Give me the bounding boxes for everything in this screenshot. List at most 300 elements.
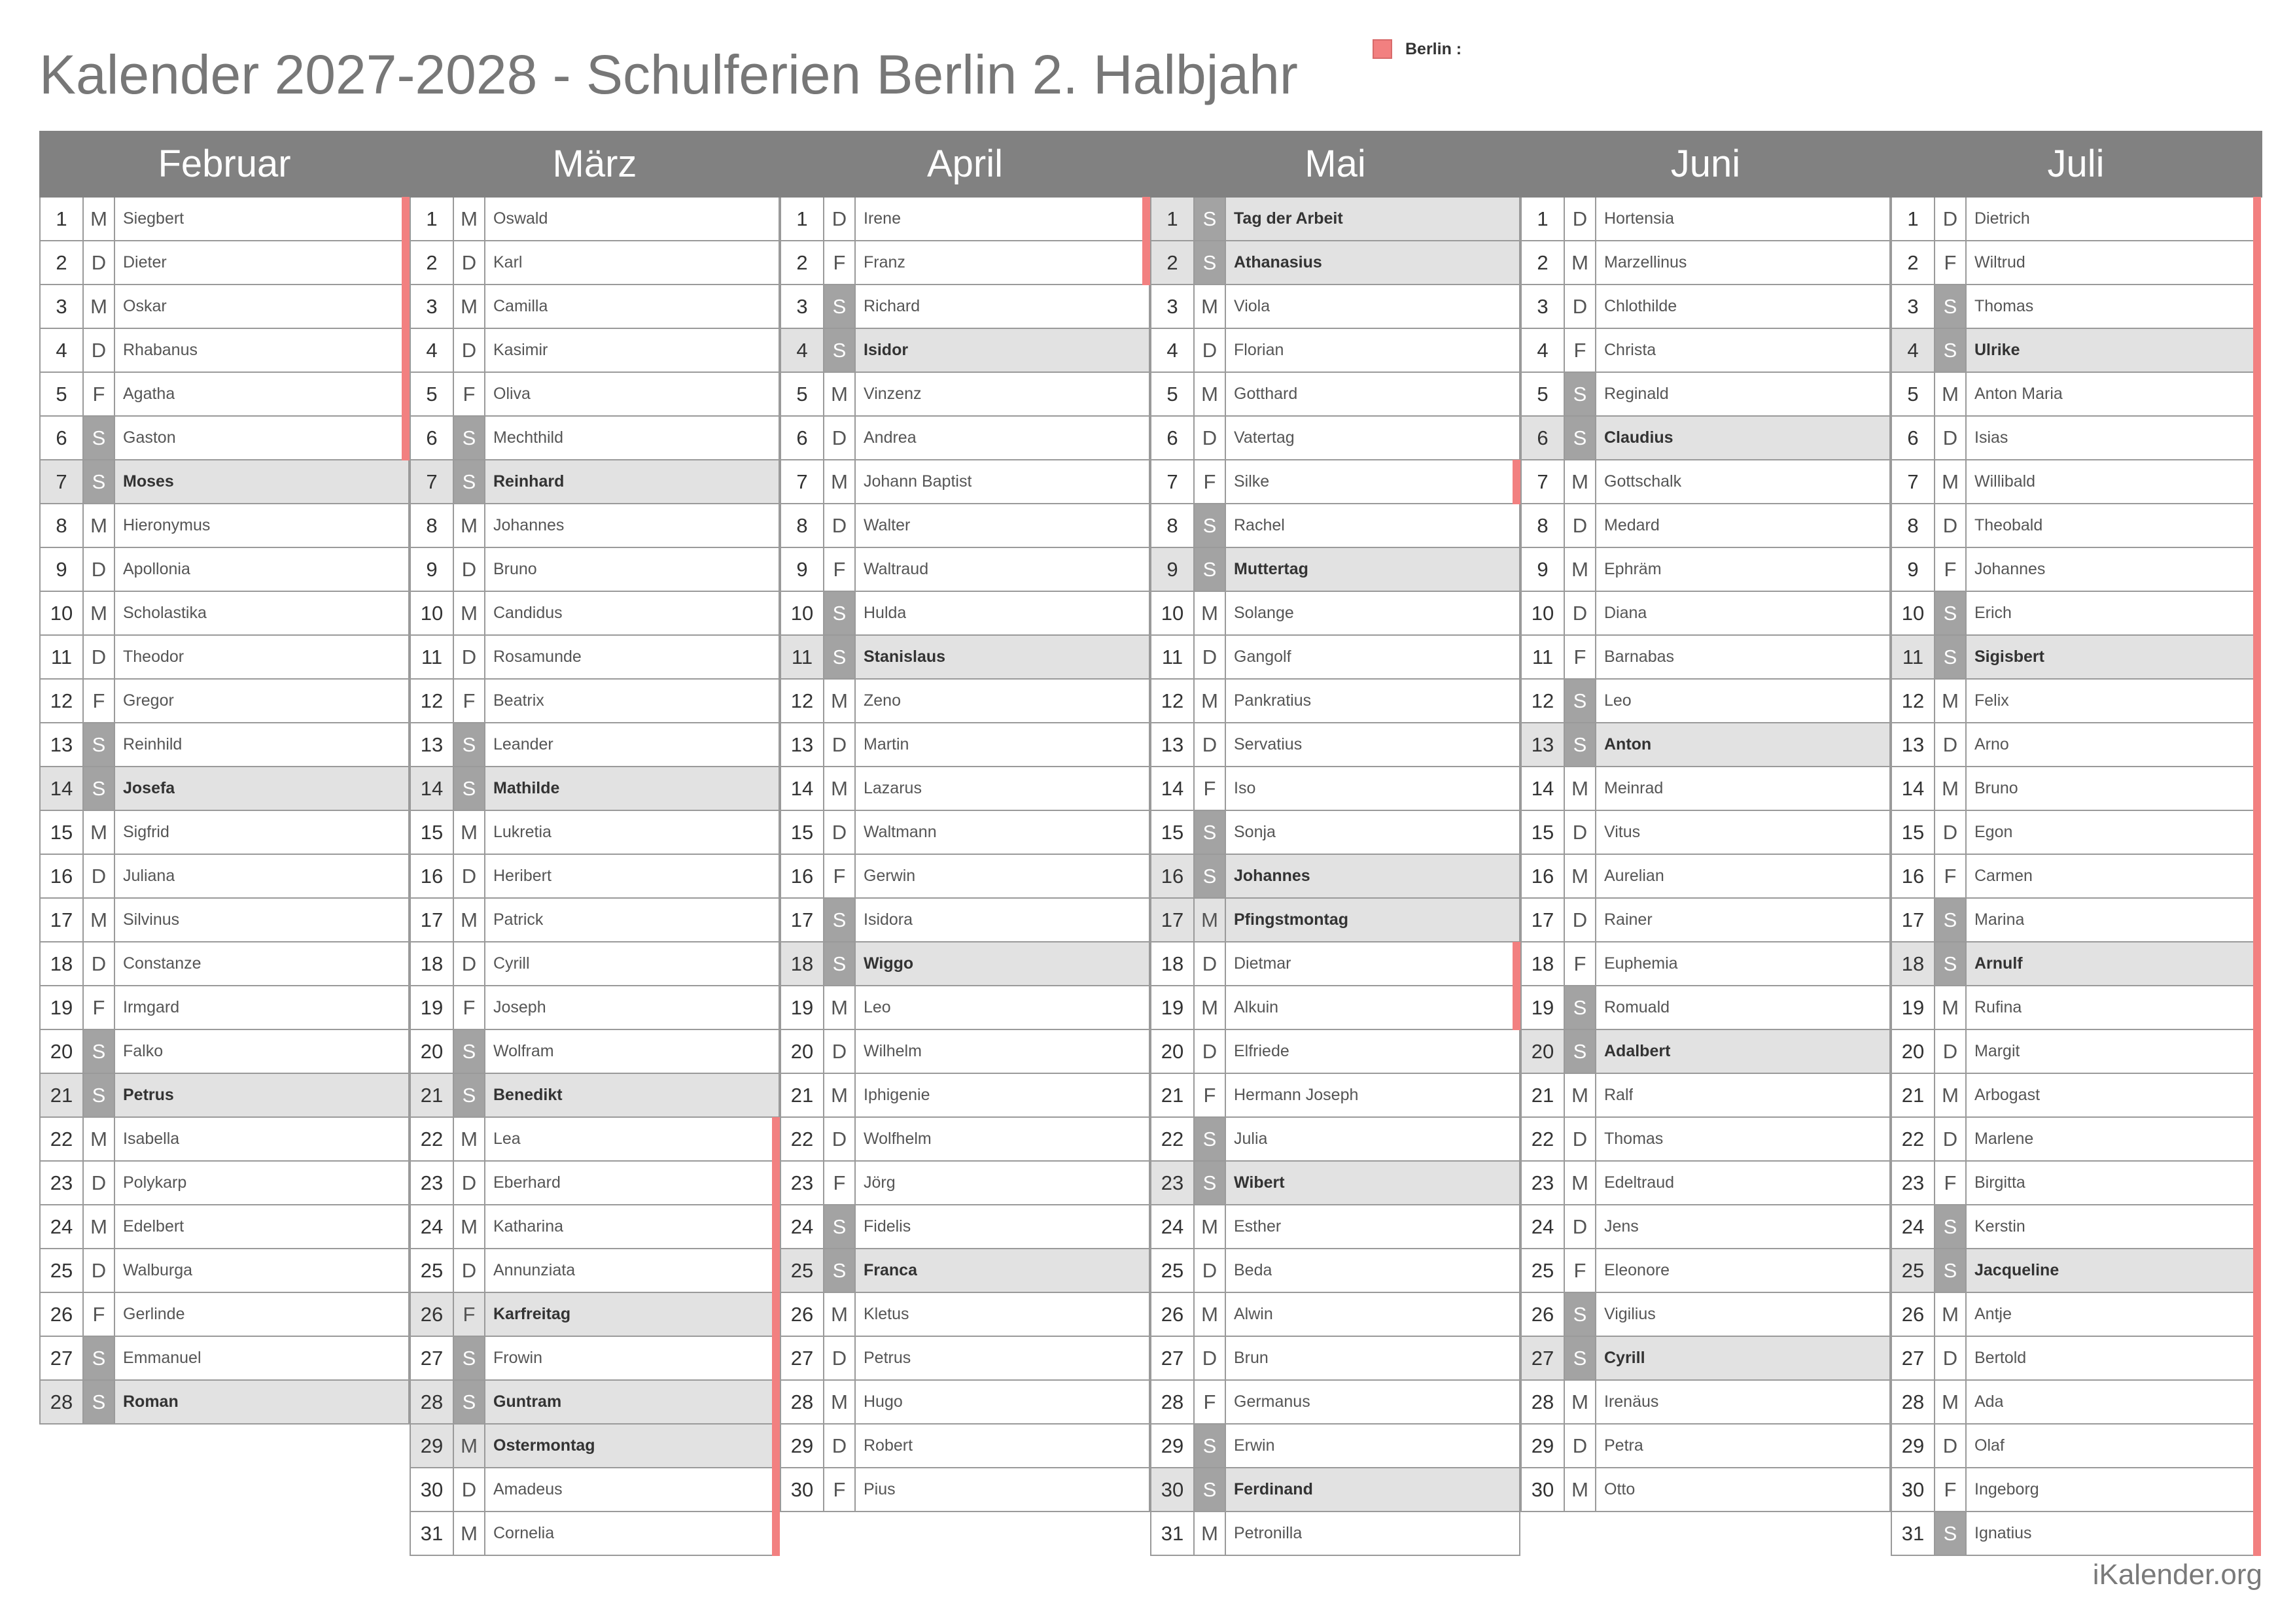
day-row xyxy=(39,767,410,811)
weekday-letter: M xyxy=(1195,592,1226,634)
day-row xyxy=(1150,1468,1520,1512)
day-name: Walter xyxy=(864,516,911,534)
day-name: Fidelis xyxy=(864,1217,911,1235)
day-number: 20 xyxy=(1892,1030,1935,1073)
day-row xyxy=(39,504,410,548)
day-name: Iphigenie xyxy=(864,1086,930,1104)
weekday-letter: D xyxy=(1195,329,1226,371)
weekday-letter: D xyxy=(824,811,856,854)
day-row xyxy=(780,1337,1150,1381)
weekday-letter: F xyxy=(454,986,485,1029)
day-row xyxy=(1891,986,2261,1030)
day-row xyxy=(1150,1030,1520,1074)
day-row xyxy=(780,1425,1150,1468)
weekday-letter: S xyxy=(84,723,115,766)
day-number: 21 xyxy=(1522,1074,1565,1116)
day-number: 25 xyxy=(1892,1249,1935,1292)
day-row xyxy=(39,1293,410,1337)
day-name: Anton Maria xyxy=(1974,385,2063,403)
month-column xyxy=(1150,198,1520,1556)
day-row xyxy=(39,1205,410,1249)
day-row xyxy=(1150,1074,1520,1118)
day-name: Oswald xyxy=(493,209,548,228)
day-row xyxy=(1520,1030,1891,1074)
day-row xyxy=(1891,1337,2261,1381)
day-name: Mathilde xyxy=(493,779,560,797)
weekday-letter: D xyxy=(824,417,856,459)
day-row xyxy=(410,942,780,986)
day-number: 25 xyxy=(41,1249,84,1292)
day-row xyxy=(780,1205,1150,1249)
day-name: Apollonia xyxy=(123,560,190,578)
weekday-letter: F xyxy=(824,855,856,897)
day-row xyxy=(1150,373,1520,417)
day-name: Patrick xyxy=(493,910,544,929)
weekday-letter: S xyxy=(454,1381,485,1423)
day-number: 21 xyxy=(41,1074,84,1116)
day-number: 10 xyxy=(1151,592,1195,634)
weekday-letter: S xyxy=(84,1381,115,1423)
day-number: 7 xyxy=(41,460,84,503)
day-name: Isabella xyxy=(123,1130,180,1148)
day-name: Candidus xyxy=(493,604,563,622)
day-number: 5 xyxy=(41,373,84,415)
weekday-letter: S xyxy=(84,767,115,810)
day-name: Diana xyxy=(1604,604,1647,622)
weekday-letter: S xyxy=(824,636,856,678)
day-number: 17 xyxy=(781,899,824,941)
day-row xyxy=(410,592,780,636)
day-number: 15 xyxy=(41,811,84,854)
weekday-letter: D xyxy=(1195,417,1226,459)
day-name: Felix xyxy=(1974,691,2009,710)
day-number: 2 xyxy=(781,241,824,284)
day-row xyxy=(1891,1425,2261,1468)
day-row xyxy=(39,373,410,417)
weekday-letter: F xyxy=(1565,1249,1596,1292)
day-name: Roman xyxy=(123,1392,179,1411)
day-number: 22 xyxy=(1151,1118,1195,1160)
day-number: 23 xyxy=(781,1162,824,1204)
day-row xyxy=(1520,767,1891,811)
day-number: 25 xyxy=(1522,1249,1565,1292)
weekday-letter: D xyxy=(1565,504,1596,547)
day-name: Pius xyxy=(864,1480,896,1498)
weekday-letter: D xyxy=(1195,942,1226,985)
weekday-letter: S xyxy=(1195,504,1226,547)
weekday-letter: M xyxy=(1565,241,1596,284)
day-name: Rosamunde xyxy=(493,648,582,666)
day-number: 23 xyxy=(1892,1162,1935,1204)
day-number: 11 xyxy=(41,636,84,678)
day-name: Gaston xyxy=(123,428,176,447)
weekday-letter: S xyxy=(1195,1425,1226,1467)
day-name: Ostermontag xyxy=(493,1436,595,1455)
day-number: 3 xyxy=(411,285,454,328)
day-number: 2 xyxy=(411,241,454,284)
day-name: Anton xyxy=(1604,735,1652,753)
day-row xyxy=(1520,285,1891,329)
day-row xyxy=(1520,855,1891,899)
weekday-letter: D xyxy=(84,855,115,897)
day-name: Isias xyxy=(1974,428,2008,447)
day-name: Ulrike xyxy=(1974,341,2020,359)
day-name: Kasimir xyxy=(493,341,548,359)
weekday-letter: M xyxy=(454,285,485,328)
weekday-letter: F xyxy=(1565,636,1596,678)
day-name: Constanze xyxy=(123,954,201,973)
day-number: 30 xyxy=(781,1468,824,1511)
day-name: Gottschalk xyxy=(1604,472,1682,491)
day-number: 23 xyxy=(1151,1162,1195,1204)
weekday-letter: D xyxy=(1195,1337,1226,1379)
day-name: Aurelian xyxy=(1604,867,1664,885)
weekday-letter: M xyxy=(1565,855,1596,897)
day-row xyxy=(39,1118,410,1162)
day-name: Vatertag xyxy=(1234,428,1295,447)
day-name: Dietrich xyxy=(1974,209,2030,228)
day-number: 10 xyxy=(1522,592,1565,634)
weekday-letter: S xyxy=(1195,855,1226,897)
day-row xyxy=(1150,1381,1520,1425)
day-number: 12 xyxy=(41,680,84,722)
day-row xyxy=(780,285,1150,329)
weekday-letter: D xyxy=(84,548,115,591)
weekday-letter: D xyxy=(1935,504,1967,547)
day-name: Martin xyxy=(864,735,909,753)
weekday-letter: D xyxy=(1935,417,1967,459)
weekday-letter: D xyxy=(454,1162,485,1204)
day-name: Petra xyxy=(1604,1436,1643,1455)
weekday-letter: M xyxy=(454,811,485,854)
weekday-letter: S xyxy=(1195,811,1226,854)
day-row xyxy=(1520,899,1891,942)
day-name: Thomas xyxy=(1604,1130,1664,1148)
weekday-letter: S xyxy=(1195,198,1226,240)
day-row xyxy=(1520,198,1891,241)
weekday-letter: M xyxy=(1565,548,1596,591)
day-row xyxy=(39,285,410,329)
weekday-letter: F xyxy=(1565,942,1596,985)
day-row xyxy=(39,198,410,241)
day-name: Jacqueline xyxy=(1974,1261,2059,1279)
weekday-letter: S xyxy=(824,1205,856,1248)
day-number: 24 xyxy=(1522,1205,1565,1248)
day-name: Karl xyxy=(493,253,523,271)
weekday-letter: D xyxy=(1935,811,1967,854)
weekday-letter: S xyxy=(824,942,856,985)
day-number: 28 xyxy=(1522,1381,1565,1423)
day-name: Erich xyxy=(1974,604,2012,622)
day-name: Bruno xyxy=(493,560,537,578)
day-name: Katharina xyxy=(493,1217,564,1235)
weekday-letter: M xyxy=(824,1074,856,1116)
day-row xyxy=(1891,723,2261,767)
day-number: 3 xyxy=(1151,285,1195,328)
day-number: 17 xyxy=(1892,899,1935,941)
day-number: 10 xyxy=(781,592,824,634)
day-name: Rachel xyxy=(1234,516,1285,534)
day-row xyxy=(1891,198,2261,241)
day-name: Joseph xyxy=(493,998,546,1016)
weekday-letter: S xyxy=(454,1337,485,1379)
day-name: Gerlinde xyxy=(123,1305,185,1323)
weekday-letter: D xyxy=(84,636,115,678)
weekday-letter: S xyxy=(1195,241,1226,284)
weekday-letter: S xyxy=(1935,1249,1967,1292)
day-number: 9 xyxy=(411,548,454,591)
day-name: Gregor xyxy=(123,691,174,710)
day-number: 16 xyxy=(781,855,824,897)
day-row xyxy=(780,811,1150,855)
day-number: 24 xyxy=(41,1205,84,1248)
day-name: Servatius xyxy=(1234,735,1303,753)
day-name: Petrus xyxy=(864,1349,911,1367)
day-row xyxy=(39,1030,410,1074)
day-name: Athanasius xyxy=(1234,253,1322,271)
day-number: 5 xyxy=(411,373,454,415)
day-row xyxy=(410,1512,780,1556)
day-number: 6 xyxy=(781,417,824,459)
day-row xyxy=(410,1293,780,1337)
day-row xyxy=(410,1074,780,1118)
day-name: Solange xyxy=(1234,604,1294,622)
day-row xyxy=(39,548,410,592)
day-row xyxy=(1891,855,2261,899)
weekday-letter: S xyxy=(1565,417,1596,459)
day-row xyxy=(780,1293,1150,1337)
weekday-letter: D xyxy=(1935,1425,1967,1467)
day-number: 11 xyxy=(1892,636,1935,678)
day-row xyxy=(1520,1074,1891,1118)
day-row xyxy=(410,198,780,241)
day-number: 3 xyxy=(41,285,84,328)
day-row xyxy=(1150,417,1520,460)
weekday-letter: M xyxy=(1565,1468,1596,1511)
day-row xyxy=(410,1425,780,1468)
weekday-letter: M xyxy=(454,504,485,547)
day-number: 27 xyxy=(781,1337,824,1379)
day-row xyxy=(780,1162,1150,1205)
weekday-letter: D xyxy=(1565,198,1596,240)
legend xyxy=(1373,39,1462,59)
day-number: 15 xyxy=(1151,811,1195,854)
day-number: 29 xyxy=(781,1425,824,1467)
day-row xyxy=(39,811,410,855)
day-row xyxy=(1891,942,2261,986)
day-row xyxy=(410,986,780,1030)
day-row xyxy=(1891,811,2261,855)
day-number: 17 xyxy=(1522,899,1565,941)
weekday-letter: D xyxy=(454,636,485,678)
day-name: Ignatius xyxy=(1974,1524,2032,1542)
day-number: 25 xyxy=(781,1249,824,1292)
day-number: 11 xyxy=(411,636,454,678)
day-number: 1 xyxy=(1151,198,1195,240)
day-number: 18 xyxy=(1151,942,1195,985)
day-name: Arno xyxy=(1974,735,2009,753)
day-row xyxy=(1150,855,1520,899)
day-number: 10 xyxy=(1892,592,1935,634)
day-row xyxy=(1891,460,2261,504)
day-name: Vitus xyxy=(1604,823,1641,841)
day-name: Medard xyxy=(1604,516,1660,534)
weekday-letter: D xyxy=(1565,592,1596,634)
day-number: 13 xyxy=(1522,723,1565,766)
day-name: Edelbert xyxy=(123,1217,184,1235)
day-row xyxy=(39,1337,410,1381)
weekday-letter: D xyxy=(1565,1425,1596,1467)
day-name: Eberhard xyxy=(493,1173,561,1192)
day-row xyxy=(410,548,780,592)
weekday-letter: D xyxy=(1565,1118,1596,1160)
day-name: Waltraud xyxy=(864,560,929,578)
day-number: 30 xyxy=(1892,1468,1935,1511)
day-name: Muttertag xyxy=(1234,560,1308,578)
day-number: 22 xyxy=(41,1118,84,1160)
day-number: 20 xyxy=(411,1030,454,1073)
day-row xyxy=(1520,504,1891,548)
day-name: Leo xyxy=(864,998,891,1016)
weekday-letter: M xyxy=(1565,1162,1596,1204)
day-row xyxy=(1520,1162,1891,1205)
day-name: Agatha xyxy=(123,385,175,403)
day-row xyxy=(780,592,1150,636)
day-number: 13 xyxy=(1892,723,1935,766)
weekday-letter: M xyxy=(824,1381,856,1423)
page-title: Kalender 2027-2028 - Schulferien Berlin 2. Halbjahr xyxy=(39,44,1298,105)
day-name: Wilhelm xyxy=(864,1042,922,1060)
weekday-letter: F xyxy=(1195,1074,1226,1116)
day-number: 17 xyxy=(41,899,84,941)
day-name: Germanus xyxy=(1234,1392,1310,1411)
day-row xyxy=(1520,460,1891,504)
day-row xyxy=(1520,1249,1891,1293)
weekday-letter: M xyxy=(454,1425,485,1467)
day-row xyxy=(780,417,1150,460)
day-row xyxy=(1150,504,1520,548)
day-row xyxy=(1520,680,1891,723)
weekday-letter: S xyxy=(824,1249,856,1292)
weekday-letter: S xyxy=(454,767,485,810)
day-row xyxy=(1891,285,2261,329)
day-name: Emmanuel xyxy=(123,1349,201,1367)
day-name: Tag der Arbeit xyxy=(1234,209,1343,228)
day-number: 25 xyxy=(1151,1249,1195,1292)
weekday-letter: M xyxy=(84,198,115,240)
day-name: Cyrill xyxy=(1604,1349,1645,1367)
day-name: Juliana xyxy=(123,867,175,885)
weekday-letter: M xyxy=(1565,460,1596,503)
day-number: 6 xyxy=(411,417,454,459)
day-name: Viola xyxy=(1234,297,1270,315)
day-name: Iso xyxy=(1234,779,1256,797)
day-row xyxy=(780,460,1150,504)
weekday-letter: M xyxy=(84,592,115,634)
weekday-letter: S xyxy=(84,417,115,459)
day-row xyxy=(1520,723,1891,767)
day-number: 13 xyxy=(781,723,824,766)
month-header: Juni xyxy=(1670,143,1741,185)
day-row xyxy=(410,811,780,855)
day-number: 21 xyxy=(411,1074,454,1116)
day-name: Irmgard xyxy=(123,998,180,1016)
weekday-letter: F xyxy=(1935,241,1967,284)
day-name: Polykarp xyxy=(123,1173,187,1192)
day-number: 8 xyxy=(41,504,84,547)
day-number: 18 xyxy=(41,942,84,985)
day-name: Franz xyxy=(864,253,905,271)
day-row xyxy=(410,723,780,767)
day-number: 8 xyxy=(1892,504,1935,547)
day-name: Ephräm xyxy=(1604,560,1662,578)
day-number: 7 xyxy=(1522,460,1565,503)
day-number: 5 xyxy=(781,373,824,415)
day-name: Wiltrud xyxy=(1974,253,2025,271)
weekday-letter: M xyxy=(1935,460,1967,503)
day-name: Carmen xyxy=(1974,867,2033,885)
day-row xyxy=(1150,1293,1520,1337)
day-row xyxy=(780,1249,1150,1293)
day-number: 8 xyxy=(781,504,824,547)
day-row xyxy=(1150,592,1520,636)
day-name: Sonja xyxy=(1234,823,1276,841)
day-name: Vigilius xyxy=(1604,1305,1656,1323)
day-name: Frowin xyxy=(493,1349,543,1367)
day-name: Brun xyxy=(1234,1349,1269,1367)
weekday-letter: D xyxy=(84,942,115,985)
day-number: 24 xyxy=(411,1205,454,1248)
day-row xyxy=(780,198,1150,241)
day-number: 29 xyxy=(411,1425,454,1467)
day-row xyxy=(1150,1162,1520,1205)
day-number: 27 xyxy=(1892,1337,1935,1379)
day-name: Adalbert xyxy=(1604,1042,1671,1060)
day-row xyxy=(1520,1118,1891,1162)
day-name: Petrus xyxy=(123,1086,174,1104)
day-row xyxy=(1520,329,1891,373)
weekday-letter: F xyxy=(1195,460,1226,503)
day-name: Ralf xyxy=(1604,1086,1634,1104)
day-name: Alwin xyxy=(1234,1305,1273,1323)
weekday-letter: D xyxy=(824,1118,856,1160)
day-row xyxy=(1150,285,1520,329)
weekday-letter: D xyxy=(1565,899,1596,941)
month-column xyxy=(39,198,410,1425)
weekday-letter: F xyxy=(824,1468,856,1511)
day-name: Mechthild xyxy=(493,428,563,447)
weekday-letter: S xyxy=(84,1074,115,1116)
day-name: Scholastika xyxy=(123,604,207,622)
day-row xyxy=(1520,592,1891,636)
day-number: 11 xyxy=(1151,636,1195,678)
day-number: 21 xyxy=(781,1074,824,1116)
day-row xyxy=(410,285,780,329)
day-name: Rhabanus xyxy=(123,341,198,359)
day-name: Camilla xyxy=(493,297,548,315)
day-name: Ferdinand xyxy=(1234,1480,1313,1498)
weekday-letter: M xyxy=(454,1205,485,1248)
weekday-letter: D xyxy=(824,1425,856,1467)
day-number: 26 xyxy=(41,1293,84,1336)
weekday-letter: D xyxy=(454,1468,485,1511)
day-row xyxy=(1891,417,2261,460)
day-number: 19 xyxy=(1892,986,1935,1029)
weekday-letter: S xyxy=(454,460,485,503)
day-name: Eleonore xyxy=(1604,1261,1670,1279)
day-number: 9 xyxy=(1892,548,1935,591)
day-row xyxy=(410,1337,780,1381)
